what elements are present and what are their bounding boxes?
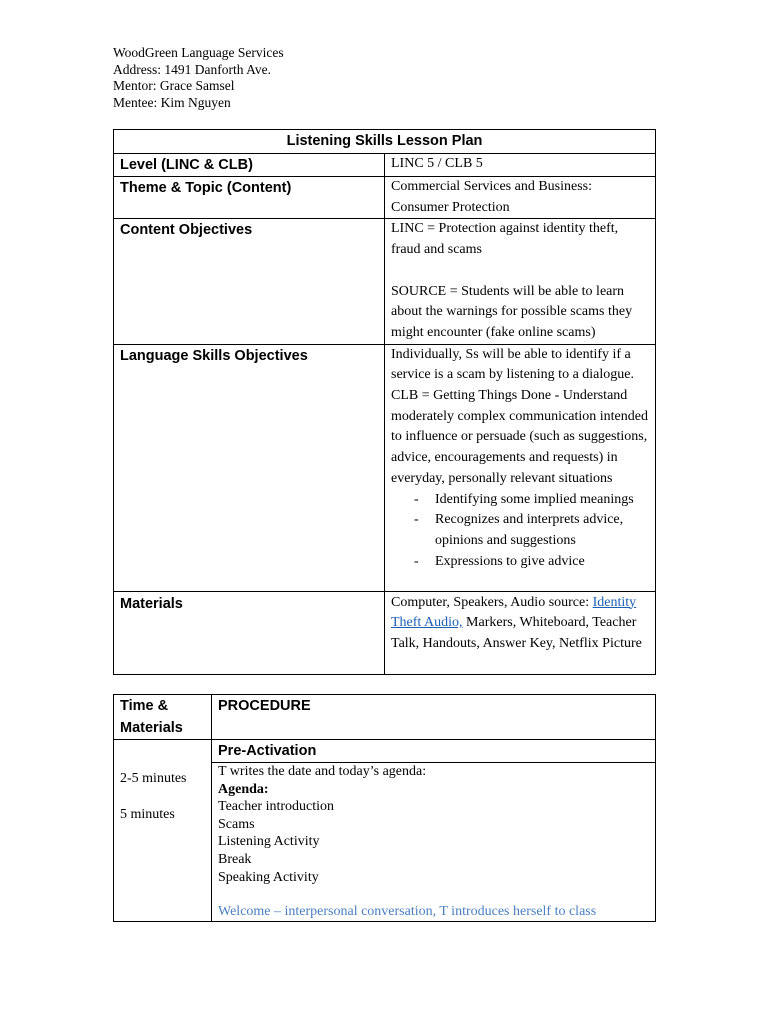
- mentor-name: Mentor: Grace Samsel: [113, 78, 235, 93]
- bullet-text: Expressions to give advice: [435, 553, 585, 569]
- pre-activation-row: [114, 740, 656, 763]
- lesson-title-row: [114, 130, 656, 154]
- bullet-text: Recognizes and interprets advice, opinions and suggestions: [435, 512, 624, 548]
- content-objectives-label: Content Objectives: [114, 219, 385, 344]
- source-objective: SOURCE = Students will be able to learn about the warnings for possible scams they might encounter (fake online scams): [391, 283, 633, 340]
- organization-name: WoodGreen Language Services: [113, 45, 284, 60]
- list-item: [391, 510, 649, 551]
- agenda-item: Scams: [218, 816, 255, 832]
- welcome-note: Welcome – interpersonal conversation, T introduces herself to class: [218, 904, 597, 920]
- bullet-dash: -: [414, 512, 419, 528]
- linc-objective: LINC = Protection against identity theft, fraud and scams: [391, 221, 619, 258]
- agenda-label: Agenda:: [218, 781, 269, 797]
- level-value: LINC 5 / CLB 5: [385, 154, 656, 177]
- procedure-header: PROCEDURE: [212, 695, 656, 740]
- identity-theft-audio-link[interactable]: Identity Theft Audio,: [391, 594, 637, 631]
- agenda-item: Speaking Activity: [218, 869, 319, 885]
- paragraph-gap: [391, 261, 649, 282]
- content-objectives-value: [385, 219, 656, 344]
- theme-value: Commercial Services and Business: Consumer Protection: [385, 177, 656, 219]
- language-objectives-label: Language Skills Objectives: [114, 344, 385, 591]
- lesson-plan-table: [113, 129, 656, 675]
- list-item: [391, 552, 649, 573]
- clb-objective: CLB = Getting Things Done - Understand moderately complex communication intended to influence or persuade (such as suggestions, advice, encouragements and requests) in everyday, personally relevant situations: [391, 388, 648, 486]
- individual-objective: Individually, Ss will be able to identify if a service is a scam by listening to a dialogue.: [391, 346, 634, 383]
- time-entry: 2-5 minutes: [120, 771, 187, 786]
- bullet-text: Identifying some implied meanings: [435, 491, 634, 507]
- organization-address: Address: 1491 Danforth Ave.: [113, 61, 271, 77]
- materials-suffix: Markers, Whiteboard, Teacher Talk, Handouts, Answer Key, Netflix Picture: [391, 615, 642, 652]
- content-objectives-row: [114, 219, 656, 344]
- mentee-name: Mentee: Kim Nguyen: [113, 94, 231, 110]
- theme-row: [114, 177, 656, 219]
- list-item: [391, 490, 649, 511]
- pre-activation-content: [212, 763, 656, 922]
- level-row: [114, 154, 656, 177]
- bullet-dash: -: [414, 553, 419, 569]
- bullet-dash: -: [414, 491, 419, 507]
- objective-bullets: [391, 490, 649, 573]
- theme-label: Theme & Topic (Content): [114, 177, 385, 219]
- time-entry: 5 minutes: [120, 806, 175, 822]
- pre-activation-title: Pre-Activation: [212, 740, 656, 763]
- paragraph-gap: [218, 886, 649, 903]
- materials-value: [385, 591, 656, 674]
- materials-row: [114, 591, 656, 674]
- agenda-intro: T writes the date and today’s agenda:: [218, 764, 427, 779]
- lesson-plan-title: Listening Skills Lesson Plan: [114, 130, 656, 154]
- document-header: [113, 45, 284, 111]
- materials-label: Materials: [114, 591, 385, 674]
- level-label: Level (LINC & CLB): [114, 154, 385, 177]
- procedure-header-row: [114, 695, 656, 740]
- agenda-item: Break: [218, 851, 252, 867]
- time-column: [114, 740, 212, 922]
- language-objectives-value: [385, 344, 656, 591]
- materials-prefix: Computer, Speakers, Audio source:: [391, 594, 593, 610]
- time-materials-header: Time & Materials: [114, 695, 212, 740]
- agenda-item: Listening Activity: [218, 834, 320, 850]
- language-objectives-row: [114, 344, 656, 591]
- agenda-item: Teacher introduction: [218, 799, 335, 815]
- procedure-table: [113, 694, 656, 922]
